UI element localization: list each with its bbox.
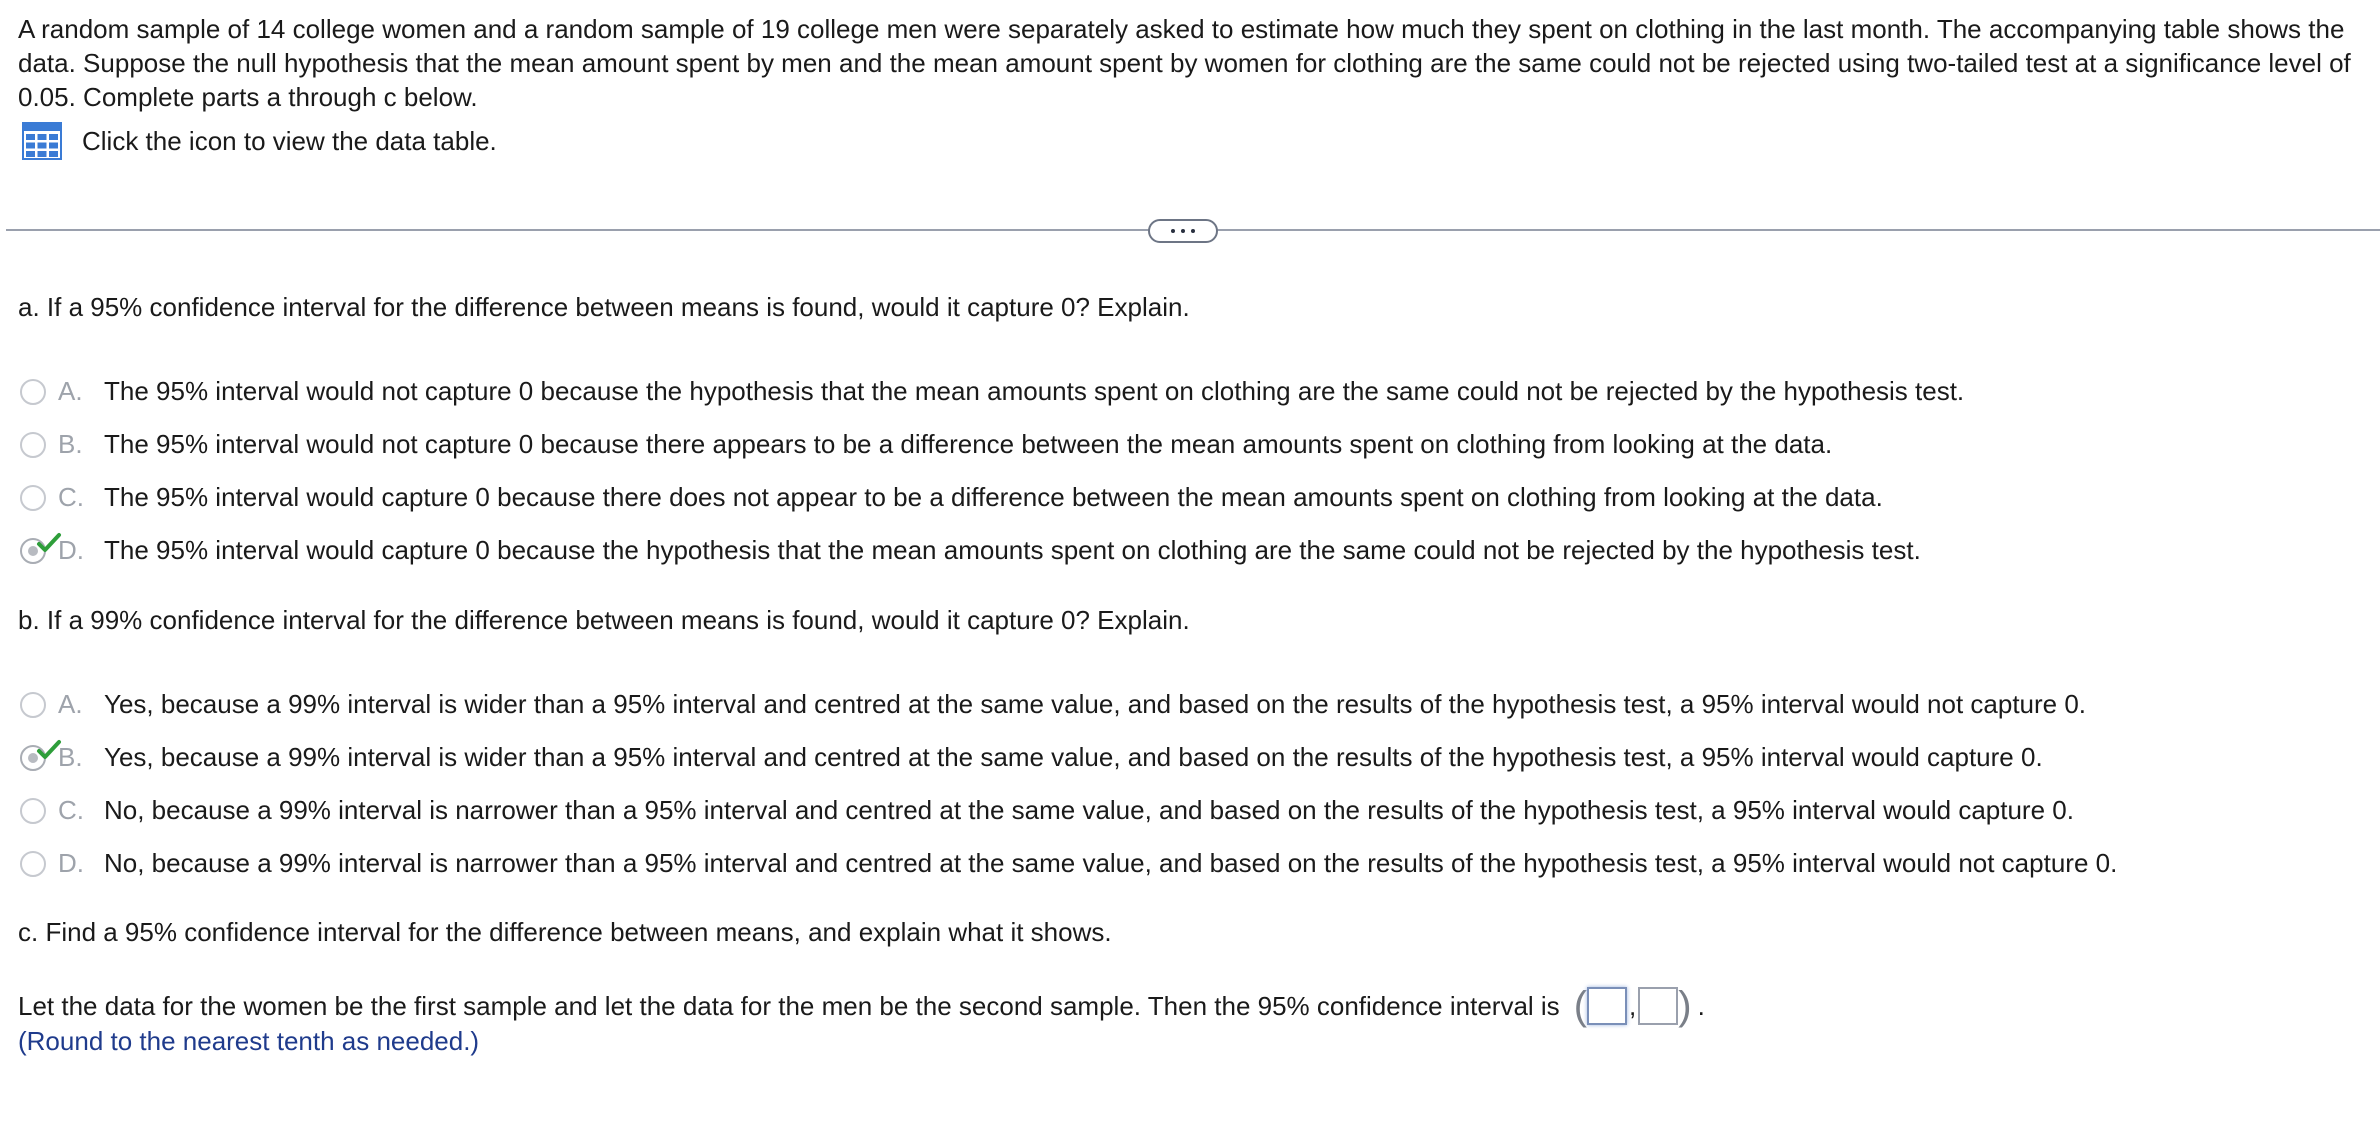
answer-prompt: Let the data for the women be the first sample and let the data for the men be the second sample. Then the 95% confidence interval is	[18, 990, 1560, 1021]
option-letter: D.	[58, 848, 84, 878]
period: .	[1697, 990, 1705, 1021]
correct-check-icon	[36, 532, 62, 554]
radio-button-selected[interactable]	[20, 538, 46, 564]
option-text[interactable]: The 95% interval would not capture 0 because the hypothesis that the mean amounts spent on clothing are the same could not be rejected by the hypothesis test.	[104, 376, 1965, 406]
part-b-question: b. If a 99% confidence interval for the difference between means is found, would it capture 0? Explain.	[18, 605, 1190, 635]
option-text[interactable]: Yes, because a 99% interval is wider than a 95% interval and centred at the same value, and based on the results of the hypothesis test, a 95% interval would not capture 0.	[104, 689, 2087, 719]
option-text[interactable]: The 95% interval would capture 0 because the hypothesis that the mean amounts spent on clothing are the same could not be rejected by the hypothesis test.	[104, 535, 1921, 565]
part-a-option-c[interactable]	[20, 482, 1883, 513]
option-letter: C.	[58, 482, 84, 512]
table-grid-icon[interactable]	[22, 122, 62, 160]
option-letter: B.	[58, 429, 83, 459]
radio-button[interactable]	[20, 379, 46, 405]
radio-button[interactable]	[20, 692, 46, 718]
ellipsis-icon	[1191, 229, 1195, 233]
ellipsis-icon	[1181, 229, 1185, 233]
part-a-option-a[interactable]	[20, 376, 1964, 407]
option-letter: D.	[58, 535, 84, 565]
confidence-interval-inputs	[1574, 986, 1692, 1026]
option-text[interactable]: Yes, because a 99% interval is wider than a 95% interval and centred at the same value, and based on the results of the hypothesis test, a 95% interval would capture 0.	[104, 742, 2043, 772]
radio-button[interactable]	[20, 485, 46, 511]
part-b-option-a[interactable]	[20, 689, 2086, 720]
part-b-option-c[interactable]	[20, 795, 2074, 826]
option-letter: A.	[58, 376, 83, 406]
ci-upper-input[interactable]	[1638, 987, 1678, 1025]
view-data-table-label[interactable]: Click the icon to view the data table.	[82, 125, 497, 156]
correct-check-icon	[36, 739, 62, 761]
view-data-table-link[interactable]	[22, 122, 497, 160]
radio-button-selected[interactable]	[20, 745, 46, 771]
option-text[interactable]: The 95% interval would not capture 0 because there appears to be a difference between the mean amounts spent on clothing from looking at the data.	[104, 429, 1833, 459]
option-letter: B.	[58, 742, 83, 772]
option-text[interactable]: The 95% interval would capture 0 because there does not appear to be a difference between the mean amounts spent on clothing from looking at the data.	[104, 482, 1883, 512]
option-letter: C.	[58, 795, 84, 825]
option-text[interactable]: No, because a 99% interval is narrower than a 95% interval and centred at the same value, and based on the results of the hypothesis test, a 95% interval would capture 0.	[104, 795, 2074, 825]
ci-lower-input[interactable]	[1587, 987, 1627, 1025]
comma: ,	[1629, 990, 1637, 1021]
option-letter: A.	[58, 689, 83, 719]
ellipsis-icon	[1171, 229, 1175, 233]
part-a-question: a. If a 95% confidence interval for the difference between means is found, would it capture 0? Explain.	[18, 292, 1190, 322]
expand-more-button[interactable]	[1148, 219, 1218, 243]
close-paren: )	[1678, 984, 1692, 1028]
rounding-hint: (Round to the nearest tenth as needed.)	[18, 1026, 480, 1056]
problem-statement: A random sample of 14 college women and a random sample of 19 college men were separately asked to estimate how much they spent on clothing in the last month. The accompanying table shows the data. Suppose the null hypothesis that the mean amount spent by men and the mean amount spent by women for clothing are the same could not be rejected using two-tailed test at a significance level of 0.05. Complete parts a through c below.	[18, 14, 2351, 112]
ci-answer-line	[18, 986, 1705, 1026]
part-b-option-d[interactable]	[20, 848, 2117, 879]
part-a-option-b[interactable]	[20, 429, 1832, 460]
part-c-question: c. Find a 95% confidence interval for the difference between means, and explain what it shows.	[18, 917, 1112, 947]
part-a-option-d[interactable]	[20, 535, 1921, 566]
part-b-option-b[interactable]	[20, 742, 2043, 773]
option-text[interactable]: No, because a 99% interval is narrower than a 95% interval and centred at the same value, and based on the results of the hypothesis test, a 95% interval would not capture 0.	[104, 848, 2118, 878]
radio-button[interactable]	[20, 851, 46, 877]
radio-button[interactable]	[20, 798, 46, 824]
radio-button[interactable]	[20, 432, 46, 458]
open-paren: (	[1573, 984, 1588, 1028]
